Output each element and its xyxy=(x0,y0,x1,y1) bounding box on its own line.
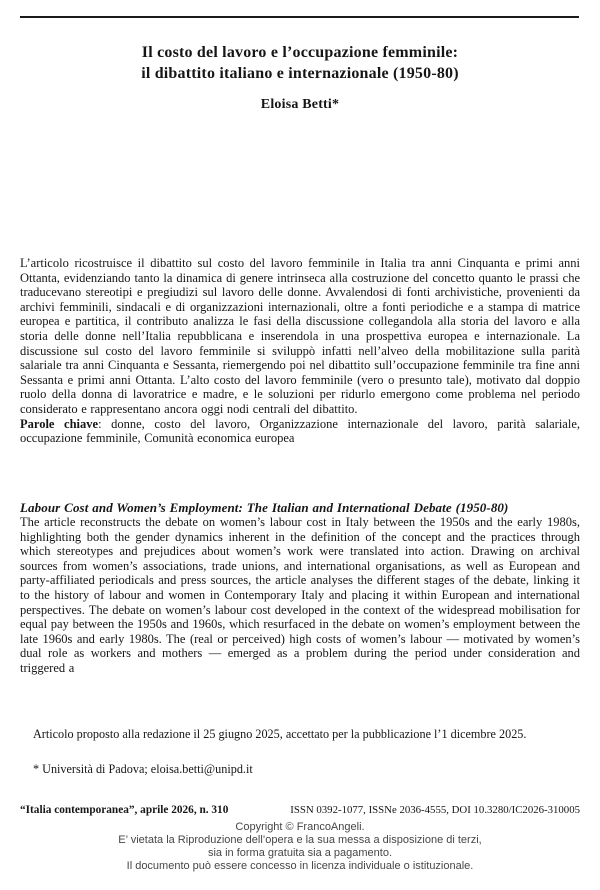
keywords xyxy=(20,417,580,446)
abstract-italian: L’articolo ricostruisce il dibattito sul costo del lavoro femminile in Italia tra anni Cinquanta e primi anni Ottanta, evidenziando tanto la dinamica di genere intrinseca alla costruzione del concetto quanto le prassi che traducevano stereotipi e pregiudizi sul lavoro delle donne. Avvalendosi di fonti archivistiche, provenienti da archivi femminili, sindacali e di organizzazioni internazionali, oltre a fonti periodiche e a stampa di matrice europea e partitica, il contributo analizza le fasi della discussione collegandola alla storia del lavoro e alla storia delle donne nell’Italia repubblicana e inserendola in una prospettiva europea e internazionale. La discussione sul costo del lavoro femminile si sviluppò infatti nell’alveo della mobilitazione sulla parità salariale tra anni Cinquanta e Sessanta, riemergendo poi nel dibattito sull’occupazione femminile tra fine anni Sessanta e primi anni Ottanta. L’alto costo del lavoro femminile (vero o presunto tale), motivato dal doppio ruolo della donna di lavoratrice e madre, e le soluzioni per ridurlo emergono come problema nel periodo considerato e rappresentano ancora oggi nodi centrali del dibattito. xyxy=(20,256,580,416)
article-title-line-1: Il costo del lavoro e l’occupazione femminile: xyxy=(141,44,459,61)
english-abstract-section xyxy=(20,500,580,676)
english-title: Labour Cost and Women’s Employment: The Italian and International Debate (1950-80) xyxy=(20,500,509,515)
copyright-line: Copyright © FrancoAngeli. xyxy=(235,821,365,833)
top-rule-divider xyxy=(20,16,579,18)
copyright-block xyxy=(0,821,600,873)
keywords-label: Parole chiave xyxy=(20,416,99,431)
keywords-text: : donne, costo del lavoro, Organizzazione internazionale del lavoro, parità salariale, occupazione femminile, Comunità economica europea xyxy=(20,416,581,446)
copyright-line: E’ vietata la Riproduzione dell’opera e la sua messa a disposizione di terzi, xyxy=(118,834,482,846)
author-name: Eloisa Betti* xyxy=(260,97,340,112)
issn-doi: ISSN 0392-1077, ISSNe 2036-4555, DOI 10.3280/IC2026-310005 xyxy=(290,804,580,816)
copyright-line: Il documento può essere concesso in licenza individuale o istituzionale. xyxy=(126,860,474,872)
submission-note-block xyxy=(20,727,580,742)
article-title xyxy=(0,42,600,84)
article-title-line-2: il dibattito italiano e internazionale (1950-80) xyxy=(141,65,459,82)
copyright-line: sia in forma gratuita sia a pagamento. xyxy=(207,847,393,859)
journal-citation: “Italia contemporanea”, aprile 2026, n. 310 xyxy=(20,804,229,816)
submission-note: Articolo proposto alla redazione il 25 giugno 2025, accettato per la pubblicazione l’1 dicembre 2025. xyxy=(33,727,527,741)
author-affiliation: * Università di Padova; eloisa.betti@unipd.it xyxy=(33,762,253,776)
journal-footer xyxy=(20,804,580,816)
abstract-english: The article reconstructs the debate on women’s labour cost in Italy between the 1950s and the early 1980s, highlighting both the gender dynamics inherent in the definition of the concept and the practices through which stereotypes and prejudices about women’s work were translated into action. Drawing on archival sources from women’s associations, trade unions, and international organisations, as well as European and party-affiliated periodicals and press sources, the article analyses the different stages of the debate, linking it to the history of labour and women in Contemporary Italy and placing it within European and international perspectives. The debate on women’s labour cost developed in the context of the widespread mobilisation for equal pay between the 1950s and 1960s, which resurfaced in the debate on women’s employment between the late 1960s and early 1980s. The (real or perceived) high costs of women’s labour — motivated by women’s dual role as workers and mothers — emerged as a problem during the period under consideration and triggered a xyxy=(20,515,580,675)
italian-abstract-section xyxy=(20,256,580,446)
